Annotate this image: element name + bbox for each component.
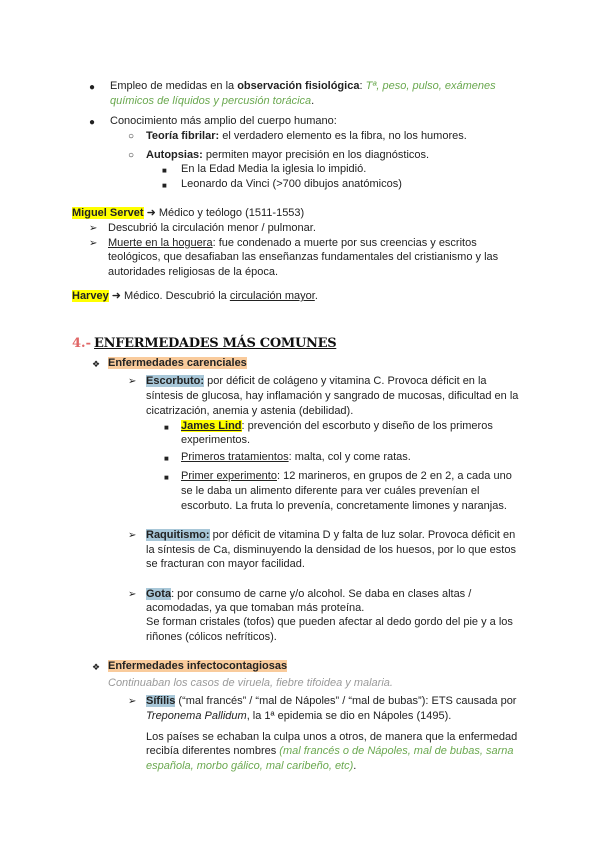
raquitismo-line: Raquitismo: por déficit de vitamina D y falta de luz solar. Provoca déficit en — [146, 529, 516, 541]
bullet-dot: ● — [89, 82, 96, 93]
bullet-arrow: ➢ — [128, 530, 137, 541]
primeros-tratamientos-line: Primeros tratamientos: malta, col y come ratas. — [181, 451, 411, 463]
james-lind-line: James Lind: prevención del escorbuto y diseño de los primeros — [181, 420, 493, 432]
bullet-square: ■ — [162, 181, 167, 190]
servet-item-hoguera-cont: teológicos, que desafiaban las enseñanzas fundamentales del cristianismo y las — [108, 251, 499, 263]
bullet-diamond: ❖ — [92, 662, 101, 672]
servet-heading: Miguel Servet ➜ Médico y teólogo (1511-1553) — [72, 207, 305, 219]
bullet-square: ■ — [164, 473, 169, 482]
sifilis-paragraph: Los países se echaban la culpa unos a otros, de manera que la enfermedad — [146, 731, 518, 743]
servet-item-hoguera-cont: autoridades religiosas de la época. — [108, 266, 279, 278]
escorbuto-line: cicatrización, anemia y astenia (debilidad). — [146, 405, 354, 417]
bullet-square: ■ — [164, 423, 169, 432]
bullet-arrow: ➢ — [89, 223, 98, 234]
primer-experimento-line: escorbuto. La fruta lo prevenía, concretamente limones y naranjas. — [181, 500, 507, 512]
bullet-diamond: ❖ — [92, 359, 101, 369]
servet-item-hoguera: Muerte en la hoguera: fue condenado a muerte por sus creencias y escritos — [108, 237, 477, 249]
item-edad-media: En la Edad Media la iglesia lo impidió. — [181, 163, 367, 175]
sifilis-line: Sífilis (“mal francés” / “mal de Nápoles” / “mal de bubas”): ETS causada por — [146, 695, 517, 707]
james-lind-line: experimentos. — [181, 434, 251, 446]
gota-line: riñones (cólicos nefríticos). — [146, 631, 277, 643]
bullet-arrow: ➢ — [128, 696, 137, 707]
escorbuto-line: síntesis de glucosa, hay inflamación y sangrado de mucosas, dificultad en la — [146, 390, 519, 402]
bullet-square: ■ — [162, 166, 167, 175]
primer-experimento-line: Primer experimento: 12 marineros, en grupos de 2 en 2, a cada uno — [181, 470, 512, 482]
gota-line: Gota: por consumo de carne y/o alcohol. Se daba en clases altas / — [146, 588, 472, 600]
bullet-observacion-cont: químicos de líquidos y percusión torácica. — [110, 95, 315, 107]
bullet-dot: ● — [89, 117, 96, 128]
gota-line: Se forman cristales (tofos) que pueden afectar al dedo gordo del pie y a los — [146, 616, 513, 628]
item-autopsias: Autopsias: permiten mayor precisión en los diagnósticos. — [146, 149, 430, 161]
raquitismo-line: la síntesis de Ca, disminuyendo la densidad de los huesos, por lo que estos — [146, 544, 516, 556]
bullet-arrow: ➢ — [128, 376, 137, 387]
infecto-note: Continuaban los casos de viruela, fiebre tifoidea y malaria. — [108, 677, 393, 689]
section-heading: 4.- ENFERMEDADES MÁS COMUNES — [72, 336, 337, 351]
escorbuto-line: Escorbuto: por déficit de colágeno y vitamina C. Provoca déficit en la — [146, 375, 487, 387]
sifilis-paragraph: española, morbo gálico, mal caribeño, etc). — [146, 760, 357, 772]
bullet-arrow: ➢ — [128, 589, 137, 600]
bullet-observacion: Empleo de medidas en la observación fisiológica: Tª, peso, pulso, exámenes — [110, 80, 496, 92]
servet-item-circulacion: Descubrió la circulación menor / pulmonar. — [108, 222, 316, 234]
harvey-heading: Harvey ➜ Médico. Descubrió la circulación mayor. — [72, 290, 318, 302]
sifilis-paragraph: recibía diferentes nombres (mal francés o de Nápoles, mal de bubas, sarna — [146, 745, 514, 757]
raquitismo-line: se fracturan con mayor facilidad. — [146, 558, 305, 570]
bullet-conocimiento: Conocimiento más amplio del cuerpo humano: — [110, 115, 337, 127]
gota-line: acomodadas, ya que tomaban más proteína. — [146, 602, 365, 614]
subsection-infectocontagiosas: Enfermedades infectocontagiosas — [108, 660, 288, 672]
item-teoria-fibrilar: Teoría fibrilar: el verdadero elemento es la fibra, no los humores. — [146, 130, 467, 142]
primer-experimento-line: se le daba un alimento diferente para ver cuáles prevenían el — [181, 485, 480, 497]
bullet-arrow: ➢ — [89, 238, 98, 249]
sifilis-line: Treponema Pallidum, la 1ª epidemia se dio en Nápoles (1495). — [146, 710, 452, 722]
bullet-square: ■ — [164, 454, 169, 463]
bullet-circle: ○ — [128, 131, 135, 142]
item-leonardo: Leonardo da Vinci (>700 dibujos anatómicos) — [181, 178, 402, 190]
subsection-carenciales: Enfermedades carenciales — [108, 357, 247, 369]
bullet-circle: ○ — [128, 150, 135, 161]
